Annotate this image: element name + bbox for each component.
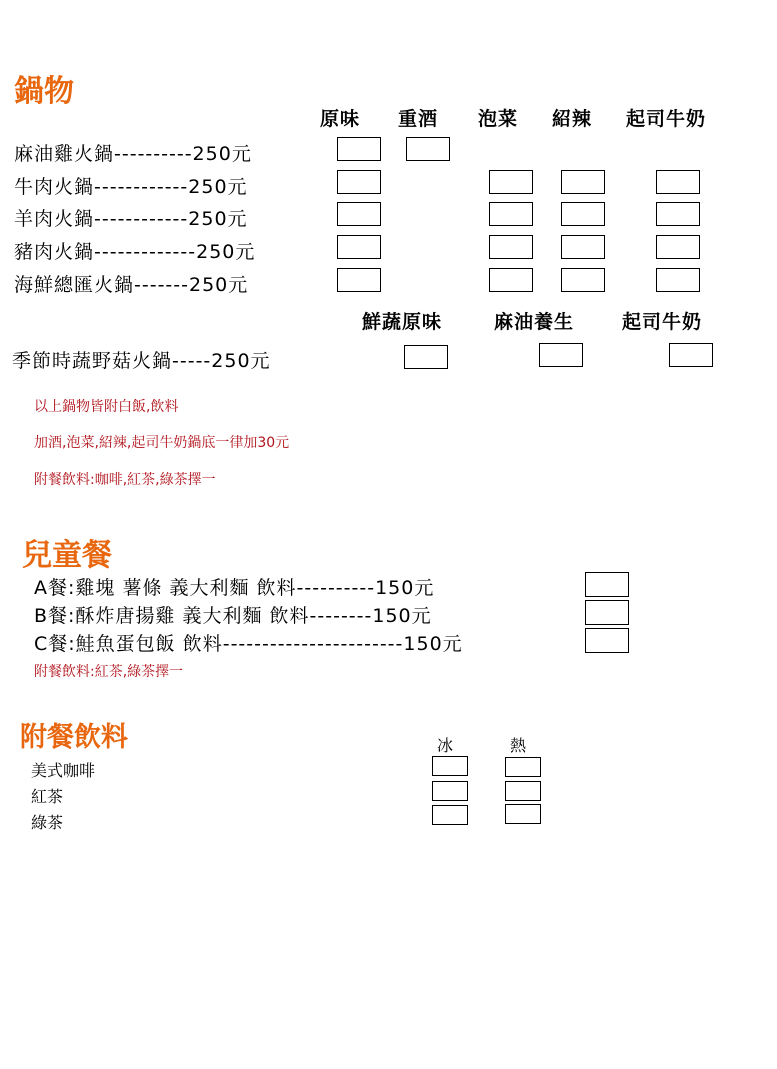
- header-original: 原味: [320, 108, 361, 130]
- checkbox-kids-b[interactable]: [585, 600, 629, 625]
- checkbox-beef-original[interactable]: [337, 170, 381, 194]
- checkbox-seafood-cheese[interactable]: [656, 268, 700, 292]
- checkbox-green-tea-iced[interactable]: [432, 805, 468, 825]
- checkbox-americano-hot[interactable]: [505, 757, 541, 777]
- checkbox-black-tea-hot[interactable]: [505, 781, 541, 801]
- checkbox-seasonal-cheese[interactable]: [669, 343, 713, 367]
- hotpot-item-sesame-chicken: 麻油雞火鍋----------250元: [14, 143, 252, 165]
- checkbox-seafood-kimchi[interactable]: [489, 268, 533, 292]
- header-kimchi: 泡菜: [478, 108, 519, 130]
- checkbox-americano-iced[interactable]: [432, 756, 468, 776]
- hotpot-item-seasonal: 季節時蔬野菇火鍋-----250元: [12, 350, 271, 372]
- checkbox-black-tea-iced[interactable]: [432, 781, 468, 801]
- drink-item-americano: 美式咖啡: [31, 761, 96, 780]
- hotpot-item-lamb: 羊肉火鍋------------250元: [14, 208, 248, 230]
- drinks-header-hot: 熱: [510, 736, 527, 755]
- checkbox-kids-c[interactable]: [585, 628, 629, 653]
- kids-item-a: A餐:雞塊 薯條 義大利麵 飲料----------150元: [34, 577, 435, 599]
- checkbox-lamb-original[interactable]: [337, 202, 381, 226]
- hotpot-item-beef: 牛肉火鍋------------250元: [14, 176, 248, 198]
- hotpot-item-pork: 豬肉火鍋-------------250元: [14, 241, 256, 263]
- checkbox-seasonal-veg-original[interactable]: [404, 345, 448, 369]
- kids-item-c: C餐:鮭魚蛋包飯 飲料-----------------------150元: [34, 633, 463, 655]
- checkbox-lamb-kimchi[interactable]: [489, 202, 533, 226]
- kids-title: 兒童餐: [22, 538, 112, 573]
- checkbox-lamb-cheese[interactable]: [656, 202, 700, 226]
- hotpot-title: 鍋物: [14, 74, 74, 109]
- hotpot-note-1: 以上鍋物皆附白飯,飲料: [34, 399, 179, 415]
- drinks-title: 附餐飲料: [20, 722, 128, 753]
- checkbox-sesame-chicken-wine[interactable]: [406, 137, 450, 161]
- kids-item-b: B餐:酥炸唐揚雞 義大利麵 飲料--------150元: [34, 605, 432, 627]
- header-spicy: 紹辣: [552, 108, 593, 130]
- checkbox-seasonal-sesame[interactable]: [539, 343, 583, 367]
- checkbox-beef-spicy[interactable]: [561, 170, 605, 194]
- drink-item-green-tea: 綠茶: [31, 813, 64, 832]
- hotpot-note-3: 附餐飲料:咖啡,紅茶,綠茶擇一: [34, 472, 216, 488]
- checkbox-pork-kimchi[interactable]: [489, 235, 533, 259]
- header-seasonal-cheese-milk: 起司牛奶: [622, 311, 703, 333]
- checkbox-sesame-chicken-original[interactable]: [337, 137, 381, 161]
- checkbox-seafood-spicy[interactable]: [561, 268, 605, 292]
- checkbox-pork-original[interactable]: [337, 235, 381, 259]
- checkbox-seafood-original[interactable]: [337, 268, 381, 292]
- header-veg-original: 鮮蔬原味: [362, 311, 443, 333]
- hotpot-item-seafood: 海鮮總匯火鍋-------250元: [14, 274, 249, 296]
- drink-item-black-tea: 紅茶: [31, 787, 64, 806]
- checkbox-lamb-spicy[interactable]: [561, 202, 605, 226]
- kids-note: 附餐飲料:紅茶,綠茶擇一: [34, 664, 184, 680]
- checkbox-beef-kimchi[interactable]: [489, 170, 533, 194]
- header-wine: 重酒: [398, 108, 439, 130]
- checkbox-pork-cheese[interactable]: [656, 235, 700, 259]
- header-cheese-milk: 起司牛奶: [626, 108, 707, 130]
- header-sesame-health: 麻油養生: [494, 311, 575, 333]
- checkbox-beef-cheese[interactable]: [656, 170, 700, 194]
- checkbox-kids-a[interactable]: [585, 572, 629, 597]
- drinks-header-iced: 冰: [437, 736, 454, 755]
- hotpot-note-2: 加酒,泡菜,紹辣,起司牛奶鍋底一律加30元: [34, 435, 290, 451]
- checkbox-green-tea-hot[interactable]: [505, 804, 541, 824]
- checkbox-pork-spicy[interactable]: [561, 235, 605, 259]
